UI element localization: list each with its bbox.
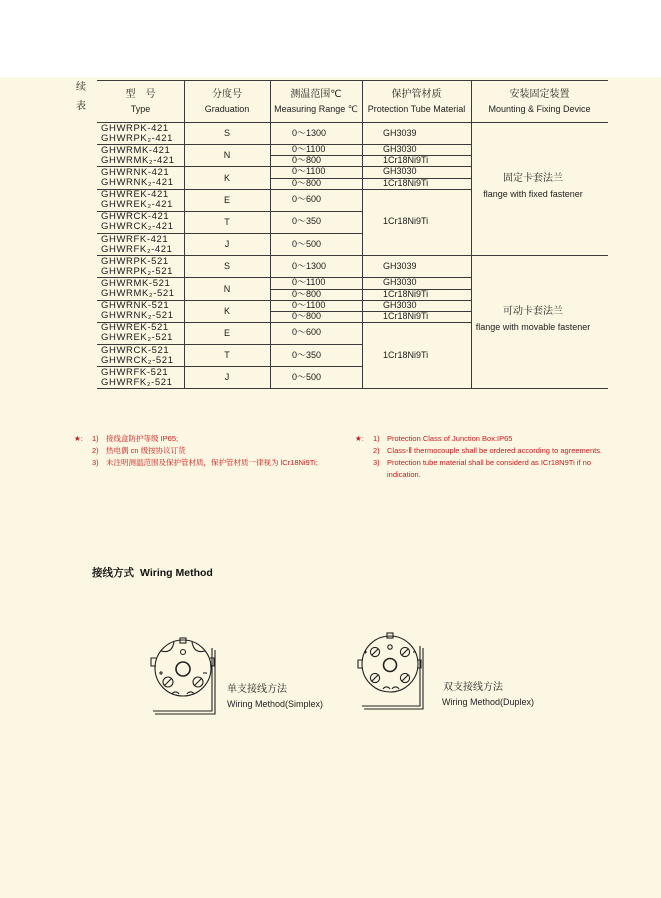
note-text: Protection tube material shall be considerd as ICr18N9Ti if no indication. <box>387 458 591 479</box>
range-value: 0～350 <box>292 216 322 227</box>
header-type-en: Type <box>130 104 151 114</box>
mounting-device-zh: 可动卡套法兰 <box>503 306 563 318</box>
type-code: GHWRCK-421 <box>101 211 170 223</box>
type-code: GHWRFK-421 <box>101 233 169 245</box>
center-hole <box>176 662 190 676</box>
terminal-block-outline <box>155 640 211 696</box>
plus-mark <box>159 671 163 675</box>
material-value: 1Cr18Ni9Ti <box>383 288 429 299</box>
range-value: 0～800 <box>292 177 322 188</box>
type-code: GHWRFK₂-421 <box>101 243 173 255</box>
header-mounting-en: Mounting & Fixing Device <box>488 104 591 114</box>
range-value: 0～1100 <box>292 299 326 310</box>
table-rule-horizontal <box>97 80 608 81</box>
note-text: 接线盒防护等级 IP65; <box>106 434 179 443</box>
header-range-en: Measuring Range ℃ <box>274 104 358 114</box>
graduation-cell: T <box>224 350 230 361</box>
header-material-zh: 保护管材质 <box>391 89 442 100</box>
type-code: GHWREK-521 <box>101 322 169 334</box>
range-value: 0～800 <box>292 310 322 321</box>
top-hole <box>388 645 392 649</box>
material-value: GH3030 <box>383 166 417 177</box>
type-code: GHWRFK-521 <box>101 366 169 378</box>
mounting-device-zh: 固定卡套法兰 <box>503 173 563 184</box>
table-rule-vertical <box>471 80 472 388</box>
header-mounting-zh: 安装固定装置 <box>509 89 570 100</box>
note-marker: ★: <box>355 434 364 443</box>
type-code: GHWRMK-521 <box>101 277 171 289</box>
type-code: GHWRNK₂-421 <box>101 176 174 188</box>
type-code: GHWRFK₂-521 <box>101 376 173 388</box>
material-value-merged: 1Cr18Ni9Ti <box>383 349 429 360</box>
mounting-device-en: flange with movable fastener <box>475 322 591 333</box>
range-value: 0～1100 <box>292 166 326 177</box>
header-material-en: Protection Tube Material <box>367 104 466 114</box>
graduation-cell: S <box>223 261 230 272</box>
material-value: GH3030 <box>383 277 417 288</box>
header-type-zh: 型 号 <box>125 89 156 100</box>
material-value-merged: 1Cr18Ni9Ti <box>383 216 429 227</box>
type-code: GHWRNK₂-521 <box>101 310 174 322</box>
type-code: GHWRCK₂-421 <box>101 221 174 233</box>
graduation-cell: K <box>223 172 230 183</box>
simplex-label-en: Wiring Method(Simplex) <box>227 699 324 709</box>
block-edge <box>153 648 212 711</box>
wiring-title-en: Wiring Method <box>140 567 213 579</box>
type-code: GHWREK₂-521 <box>101 332 174 344</box>
range-value: 0～600 <box>292 194 322 205</box>
graduation-cell: J <box>224 372 230 383</box>
header-graduation-en: Graduation <box>204 104 250 114</box>
range-value: 0～500 <box>292 371 322 382</box>
continued-label-2: 表 <box>76 101 86 112</box>
material-value: GH3030 <box>383 299 417 310</box>
table-rule-horizontal <box>270 155 471 156</box>
table-rule-horizontal <box>270 178 471 179</box>
note-number: 1) <box>373 434 380 443</box>
note-text: 未注明测温范围及保护管材质，保护管材质一律视为 lCr18Ni9Ti; <box>106 458 318 467</box>
top-hole <box>181 650 186 655</box>
bottom-cutout <box>392 687 399 689</box>
type-code: GHWRMK₂-521 <box>101 287 175 299</box>
note-marker: ★: <box>74 434 83 443</box>
range-value: 0～1100 <box>292 144 326 155</box>
material-value: 1Cr18Ni9Ti <box>383 155 429 166</box>
range-value: 0～500 <box>292 238 322 249</box>
graduation-cell: N <box>223 150 231 161</box>
type-code: GHWRNK-521 <box>101 300 170 312</box>
material-value: 1Cr18Ni9Ti <box>383 310 429 321</box>
graduation-cell: T <box>224 216 230 227</box>
note-number: 1) <box>92 434 99 443</box>
range-value: 0～1300 <box>292 260 327 271</box>
range-value: 0～1300 <box>292 127 327 138</box>
table-rule-vertical <box>184 80 185 388</box>
simplex-terminal-diagram <box>148 634 220 716</box>
note-number: 2) <box>92 446 99 455</box>
type-code: GHWRPK-521 <box>101 255 169 267</box>
graduation-cell: N <box>223 283 231 294</box>
table-rule-vertical <box>362 80 363 388</box>
slot-curve <box>192 642 205 652</box>
material-value: GH3039 <box>383 260 417 271</box>
type-code: GHWRPK₂-421 <box>101 132 174 144</box>
range-value: 0～1100 <box>292 277 326 288</box>
type-code: GHWRPK₂-521 <box>101 265 174 277</box>
range-value: 0～600 <box>292 327 322 338</box>
note-number: 2) <box>373 446 380 455</box>
type-code: GHWREK-421 <box>101 189 169 201</box>
graduation-cell: K <box>223 305 230 316</box>
type-code: GHWRNK-421 <box>101 166 170 178</box>
type-code: GHWRCK₂-521 <box>101 354 174 366</box>
material-value: GH3039 <box>383 127 417 138</box>
graduation-cell: S <box>223 128 230 139</box>
slot-curve <box>161 642 174 652</box>
note-number: 3) <box>92 458 99 467</box>
bottom-cutout <box>383 687 390 689</box>
table-rule-vertical <box>270 80 271 388</box>
continued-label-1: 续 <box>76 82 86 93</box>
range-value: 0～800 <box>292 155 322 166</box>
type-code: GHWREK₂-421 <box>101 199 174 211</box>
material-value: GH3030 <box>383 144 417 155</box>
note-text: Class-Ⅱ thermocouple shall be ordered according to agreements. <box>387 446 603 455</box>
table-rule-horizontal <box>270 311 471 312</box>
block-edge <box>155 650 215 714</box>
simplex-label-zh: 单支接线方法 <box>227 684 287 695</box>
range-value: 0～800 <box>292 288 322 299</box>
duplex-label-en: Wiring Method(Duplex) <box>442 697 535 707</box>
table-rule-horizontal <box>97 122 608 123</box>
note-text: Protection Class of Junction Box:IP65 <box>387 434 513 443</box>
duplex-terminal-diagram <box>356 630 428 712</box>
type-code: GHWRCK-521 <box>101 344 170 356</box>
table-rule-horizontal <box>97 255 608 256</box>
duplex-label-zh: 双支接线方法 <box>443 682 503 693</box>
note-number: 3) <box>373 458 380 467</box>
type-code: GHWRMK₂-421 <box>101 154 175 166</box>
type-code: GHWRPK-421 <box>101 122 169 134</box>
table-rule-horizontal <box>97 388 608 389</box>
graduation-cell: E <box>223 327 230 338</box>
graduation-cell: E <box>223 194 230 205</box>
center-hole <box>384 659 397 672</box>
range-value: 0～350 <box>292 349 322 360</box>
type-code: GHWRMK-421 <box>101 144 171 156</box>
wiring-title-zh: 接线方式 <box>92 567 134 579</box>
graduation-cell: J <box>224 239 230 250</box>
page-background <box>0 77 661 898</box>
header-graduation-zh: 分度号 <box>212 89 242 100</box>
note-text: 热电偶 cn 级按协议订货 <box>106 446 186 455</box>
mounting-device-en: flange with fixed fastener <box>483 189 583 199</box>
table-rule-horizontal <box>270 289 471 290</box>
material-value: 1Cr18Ni9Ti <box>383 177 429 188</box>
wiring-method-title <box>92 567 213 580</box>
header-range-zh: 测温范围℃ <box>290 89 342 100</box>
